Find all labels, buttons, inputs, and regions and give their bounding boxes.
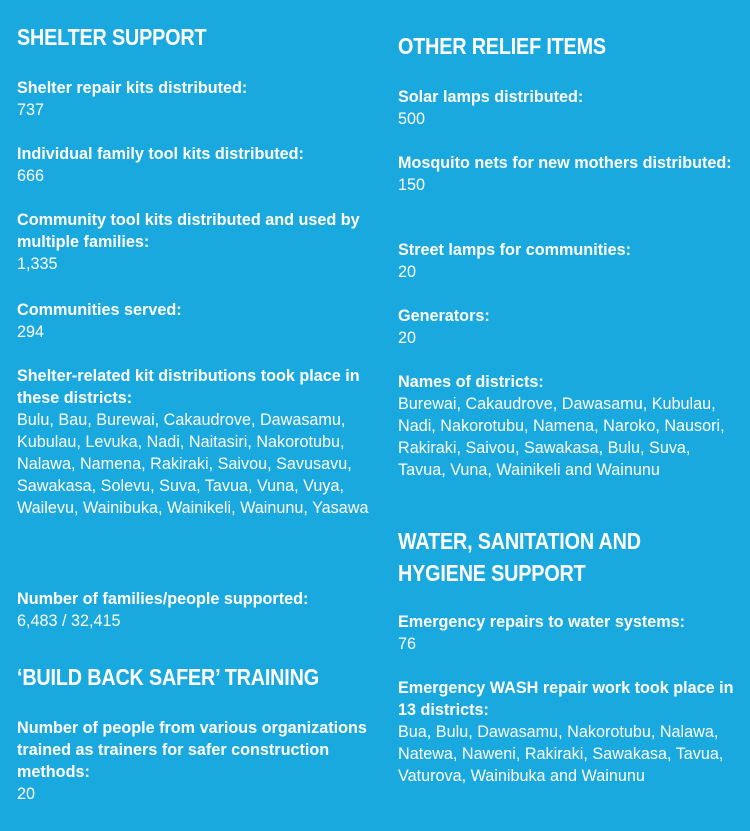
item-value: 20 <box>17 785 36 803</box>
other-relief-heading: OTHER RELIEF ITEMS <box>398 33 606 59</box>
item-value: 294 <box>17 323 45 341</box>
item-value: 150 <box>398 176 426 194</box>
item-value: 6,483 / 32,415 <box>17 612 121 630</box>
item-value: Burewai, Cakaudrove, Dawasamu, Kubulau, Nadi, Nakorotubu, Namena, Naroko, Nausori, Rakiraki, Saivou, Sawakasa, Bulu, Suva, Tavua, Vuna, Wainikeli and Wainunu <box>398 395 725 479</box>
wash-heading-line1: WATER, SANITATION AND <box>398 528 641 554</box>
shelter-support-heading: SHELTER SUPPORT <box>17 24 207 50</box>
communities-served-item <box>17 299 369 343</box>
water-repairs-item <box>398 611 738 655</box>
community-tool-kits-item <box>17 209 369 275</box>
generators-item <box>398 305 738 349</box>
wash-heading-line2: HYGIENE SUPPORT <box>398 560 586 586</box>
item-label: Individual family tool kits distributed: <box>17 145 304 163</box>
wash-districts-item <box>398 677 738 787</box>
item-value: 500 <box>398 110 426 128</box>
item-label: Generators: <box>398 307 490 325</box>
item-label: Street lamps for communities: <box>398 241 631 259</box>
item-value: 737 <box>17 101 45 119</box>
item-value: 20 <box>398 263 417 281</box>
item-value: 76 <box>398 635 417 653</box>
item-label: Mosquito nets for new mothers distributed: <box>398 154 732 172</box>
mosquito-nets-item <box>398 152 738 196</box>
families-supported-item <box>17 588 369 632</box>
item-label: Names of districts: <box>398 373 544 391</box>
item-label: Number of people from various organizations trained as trainers for safer construction methods: <box>17 719 367 781</box>
item-value: 20 <box>398 329 417 347</box>
item-label: Solar lamps distributed: <box>398 88 584 106</box>
item-label: Emergency WASH repair work took place in 13 districts: <box>398 679 734 719</box>
item-value: 1,335 <box>17 255 58 273</box>
item-label: Shelter-related kit distributions took place in these districts: <box>17 367 360 407</box>
item-label: Shelter repair kits distributed: <box>17 79 248 97</box>
item-value: Bulu, Bau, Burewai, Cakaudrove, Dawasamu, Kubulau, Levuka, Nadi, Naitasiri, Nakorotubu, Nalawa, Namena, Rakiraki, Saivou, Savusavu, Sawakasa, Solevu, Suva, Tavua, Vuna, Vuya, Wailevu, Wainibuka, Wainikeli, Wainunu, Yasawa <box>17 411 369 517</box>
shelter-repair-kits-item <box>17 77 369 121</box>
trainers-trained-item <box>17 717 369 805</box>
build-back-safer-heading: ‘BUILD BACK SAFER’ TRAINING <box>17 664 319 690</box>
solar-lamps-item <box>398 86 738 130</box>
shelter-districts-item <box>17 365 369 519</box>
item-value: 666 <box>17 167 45 185</box>
item-value: Bua, Bulu, Dawasamu, Nakorotubu, Nalawa, Natewa, Naweni, Rakiraki, Sawakasa, Tavua, Vaturova, Wainibuka and Wainunu <box>398 723 724 785</box>
relief-districts-item <box>398 371 738 481</box>
family-tool-kits-item <box>17 143 369 187</box>
street-lamps-item <box>398 239 738 283</box>
item-label: Communities served: <box>17 301 182 319</box>
item-label: Emergency repairs to water systems: <box>398 613 686 631</box>
item-label: Number of families/people supported: <box>17 590 309 608</box>
item-label: Community tool kits distributed and used by multiple families: <box>17 211 360 251</box>
